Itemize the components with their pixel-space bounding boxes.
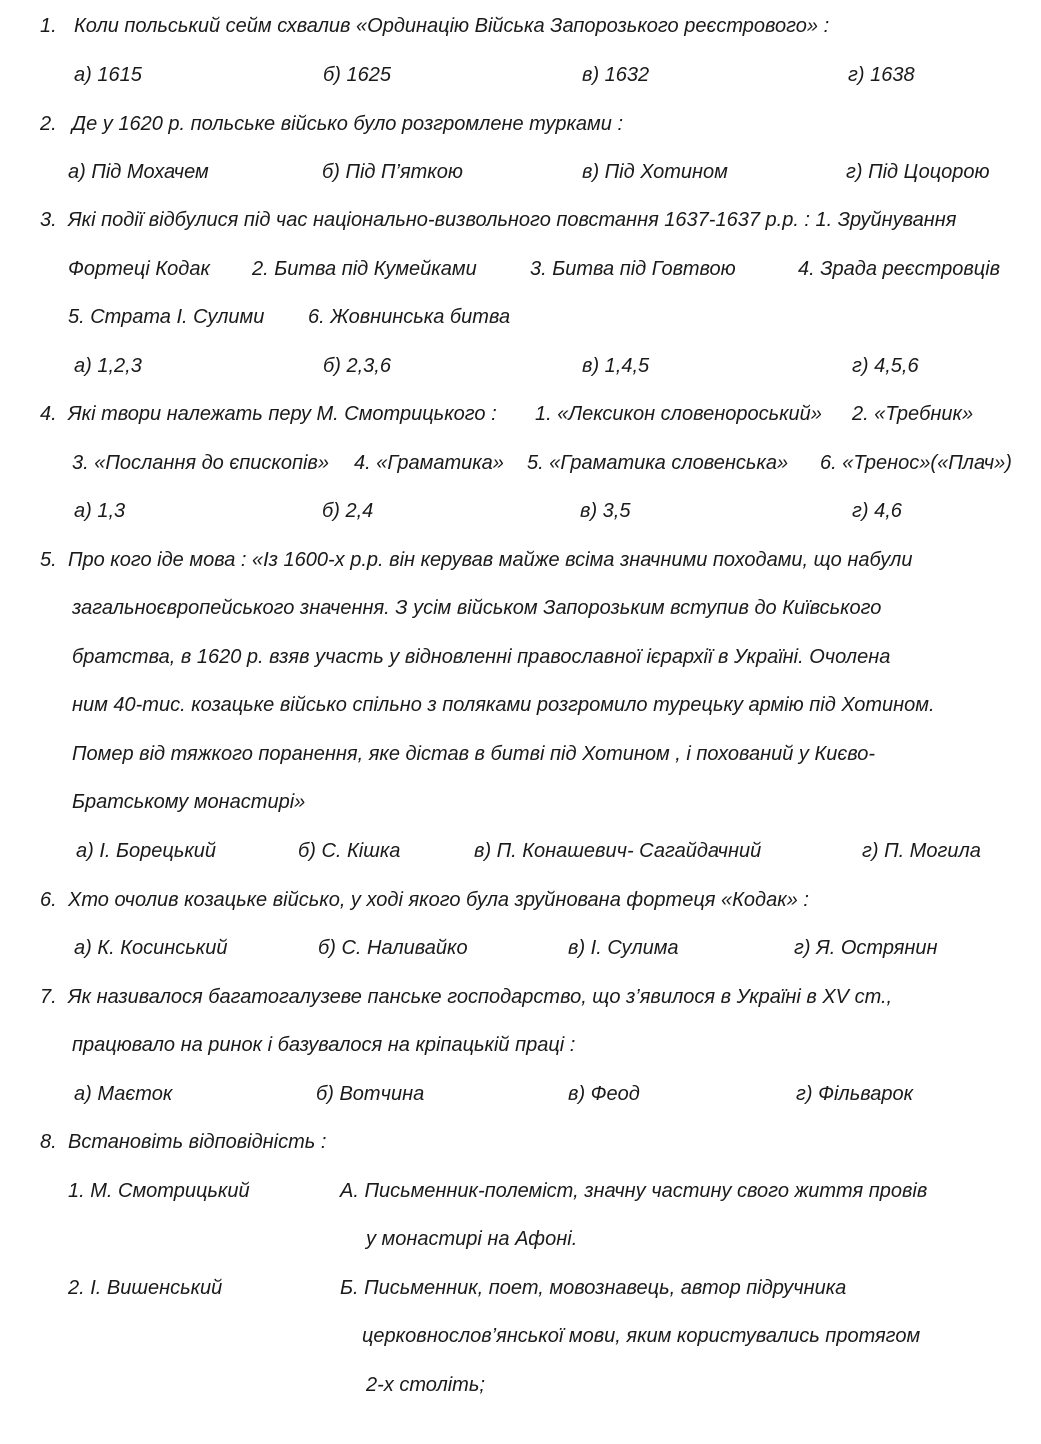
q8-right-b-line: 2-х століть; <box>366 1374 485 1396</box>
q2-option-a: а) Під Мохачем <box>68 161 209 183</box>
q6-number: 6. <box>40 889 57 911</box>
q7-option-d: г) Фільварок <box>796 1083 914 1105</box>
q5-text-line: ним 40-тис. козацьке військо спільно з поляками розгромило турецьку армію під Хотином. <box>72 694 935 716</box>
q3-option-a: а) 1,2,3 <box>74 355 142 377</box>
q5-text-line: братства, в 1620 р. взяв участь у відновленні православної ієрархії в Україні. Очолена <box>72 646 891 668</box>
q2-number: 2. <box>40 113 57 135</box>
q2-option-d: г) Під Цоцорою <box>846 161 990 183</box>
q8-number: 8. <box>40 1131 57 1153</box>
q4-item: 2. «Требник» <box>852 403 974 425</box>
q7-option-c: в) Феод <box>568 1083 640 1105</box>
q4-option-c: в) 3,5 <box>580 500 631 522</box>
q3-text: Які події відбулися під час національно-визвольного повстання 1637-1637 р.р. : 1. Зруйнування <box>68 209 957 231</box>
q8-right-b-line: церковнослов’янської мови, яким користувались протягом <box>362 1325 921 1347</box>
q3-item: 6. Жовнинська битва <box>308 306 511 328</box>
q8-left-item: 2. І. Вишенський <box>68 1277 223 1299</box>
q7-option-a: а) Маєток <box>74 1083 173 1105</box>
q4-number: 4. <box>40 403 57 425</box>
q7-text-line: Як називалося багатогалузеве панське господарство, що з’явилося в Україні в XV ст., <box>68 986 893 1008</box>
q3-item: 2. Битва під Кумейками <box>252 258 477 280</box>
q3-item: Фортеці Кодак <box>68 258 210 280</box>
q5-option-c: в) П. Конашевич- Сагайдачний <box>474 840 762 862</box>
q5-text-line: Помер від тяжкого поранення, яке дістав в битві під Хотином , і похований у Києво- <box>72 743 876 765</box>
q1-option-a: а) 1615 <box>74 64 142 86</box>
q6-text: Хто очолив козацьке військо, у ході якого була зруйнована фортеця «Кодак» : <box>68 889 809 911</box>
q8-text: Встановіть відповідність : <box>68 1131 327 1153</box>
q6-option-c: в) І. Сулима <box>568 937 679 959</box>
q3-item: 4. Зрада реєстровців <box>798 258 1001 280</box>
q1-option-d: г) 1638 <box>848 64 915 86</box>
q8-left-item: 1. М. Смотрицький <box>68 1180 250 1202</box>
q5-text-line: Братському монастирі» <box>72 791 306 813</box>
q4-item: 4. «Граматика» <box>354 452 504 474</box>
q7-number: 7. <box>40 986 57 1008</box>
q8-right-a-line: у монастирі на Афоні. <box>366 1228 578 1250</box>
q3-option-c: в) 1,4,5 <box>582 355 650 377</box>
q4-item: 5. «Граматика словенська» <box>527 452 789 474</box>
q4-option-b: б) 2,4 <box>322 500 374 522</box>
q8-right-a-line: А. Письменник-полеміст, значну частину свого життя провів <box>340 1180 928 1202</box>
q1-number: 1. <box>40 15 57 37</box>
q5-number: 5. <box>40 549 57 571</box>
q4-option-a: а) 1,3 <box>74 500 126 522</box>
q6-option-d: г) Я. Острянин <box>794 937 938 959</box>
q6-option-b: б) С. Наливайко <box>318 937 468 959</box>
q7-text-line: працювало на ринок і базувалося на кріпацькій праці : <box>72 1034 576 1056</box>
q1-option-b: б) 1625 <box>323 64 391 86</box>
q3-number: 3. <box>40 209 57 231</box>
q5-option-a: а) І. Борецький <box>76 840 217 862</box>
q6-option-a: а) К. Косинський <box>74 937 228 959</box>
q4-item: 1. «Лексикон словенороський» <box>535 403 822 425</box>
q3-option-d: г) 4,5,6 <box>852 355 919 377</box>
q2-option-b: б) Під П’яткою <box>322 161 463 183</box>
q4-option-d: г) 4,6 <box>852 500 902 522</box>
q8-right-b-line: Б. Письменник, поет, мовознавець, автор підручника <box>340 1277 847 1299</box>
q4-text: Які твори належать перу М. Смотрицького : <box>68 403 497 425</box>
q3-item: 3. Битва під Говтвою <box>530 258 736 280</box>
q5-text-line: Про кого іде мова : «Із 1600-х р.р. він керував майже всіма значними походами, що набули <box>68 549 913 571</box>
q4-item: 6. «Тренос»(«Плач») <box>820 452 1012 474</box>
q1-text: Коли польський сейм схвалив «Ординацію Війська Запорозького реєстрового» : <box>74 15 830 37</box>
q4-item: 3. «Послання до єпископів» <box>72 452 329 474</box>
q5-text-line: загальноєвропейського значення. З усім військом Запорозьким вступив до Київського <box>72 597 882 619</box>
q3-item: 5. Страта І. Сулими <box>68 306 265 328</box>
q5-option-b: б) С. Кішка <box>298 840 401 862</box>
q2-option-c: в) Під Хотином <box>582 161 728 183</box>
q2-text: Де у 1620 р. польське військо було розгромлене турками : <box>72 113 624 135</box>
q7-option-b: б) Вотчина <box>316 1083 425 1105</box>
q1-option-c: в) 1632 <box>582 64 650 86</box>
q3-option-b: б) 2,3,6 <box>323 355 391 377</box>
q5-option-d: г) П. Могила <box>862 840 981 862</box>
